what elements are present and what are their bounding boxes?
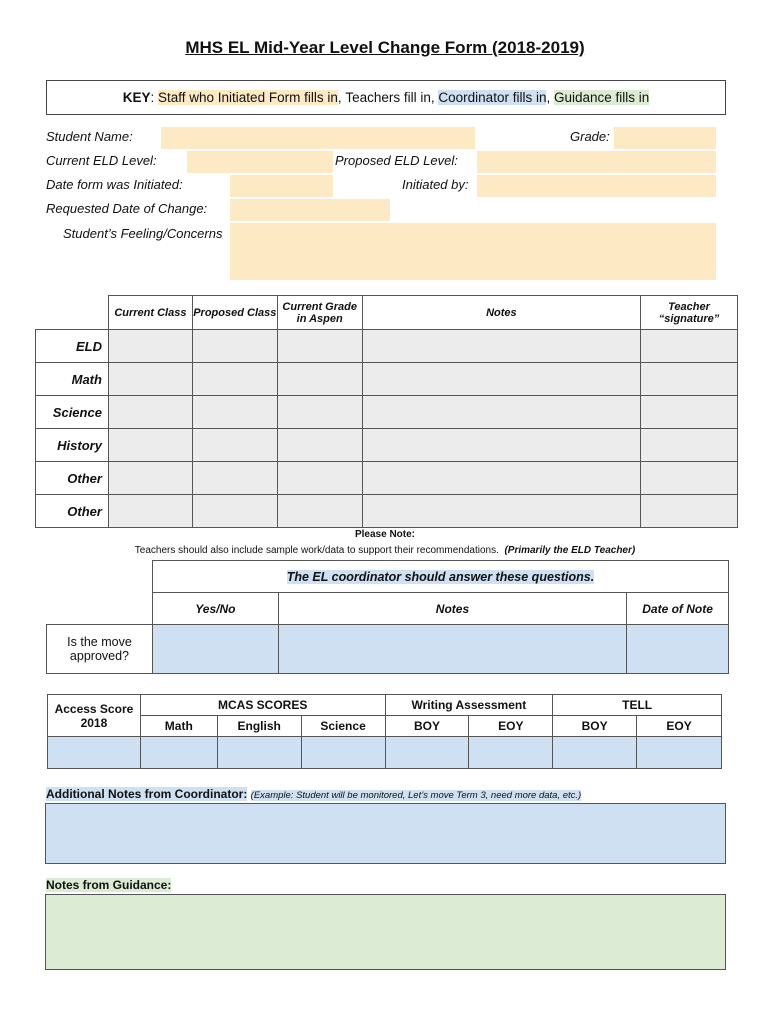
cell-input[interactable]	[277, 429, 362, 462]
date-initiated-label: Date form was Initiated:	[46, 177, 183, 192]
col-yes-no: Yes/No	[152, 593, 278, 625]
cell-input[interactable]	[362, 363, 640, 396]
requested-date-input[interactable]	[230, 199, 390, 221]
cell-input[interactable]	[641, 462, 738, 495]
additional-notes-label: Additional Notes from Coordinator:	[46, 787, 248, 801]
key-staff: Staff who Initiated Form fills in	[158, 90, 338, 105]
cell-input[interactable]	[362, 429, 640, 462]
table-row	[36, 363, 738, 396]
col-mcas-science: Science	[301, 716, 385, 737]
page-title: MHS EL Mid-Year Level Change Form (2018-2019)	[185, 38, 585, 57]
additional-notes-heading	[46, 787, 581, 801]
cell-input[interactable]	[641, 495, 738, 528]
score-input[interactable]	[385, 737, 469, 769]
move-approved-question: Is the move approved?	[47, 625, 153, 674]
feelings-input[interactable]	[230, 223, 716, 280]
current-eld-label: Current ELD Level:	[46, 153, 157, 168]
coordinator-table	[46, 560, 729, 674]
col-mcas-math: Math	[140, 716, 217, 737]
cell-input[interactable]	[192, 495, 277, 528]
table-row	[36, 429, 738, 462]
row-label-history: History	[36, 429, 109, 462]
score-input[interactable]	[553, 737, 637, 769]
row-label-eld: ELD	[36, 330, 109, 363]
empty-corner	[47, 561, 153, 593]
yes-no-input[interactable]	[152, 625, 278, 674]
cell-input[interactable]	[277, 462, 362, 495]
col-date-of-note: Date of Note	[627, 593, 729, 625]
current-eld-input[interactable]	[187, 151, 333, 173]
score-input[interactable]	[140, 737, 217, 769]
empty-corner	[47, 593, 153, 625]
mcas-header: MCAS SCORES	[140, 695, 385, 716]
please-note-heading: Please Note:	[354, 529, 416, 540]
coordinator-heading	[152, 561, 728, 593]
scores-table	[47, 694, 722, 769]
tell-header: TELL	[553, 695, 722, 716]
cell-input[interactable]	[362, 462, 640, 495]
coord-notes-input[interactable]	[278, 625, 626, 674]
key-guidance: Guidance fills in	[553, 90, 650, 105]
score-input[interactable]	[637, 737, 722, 769]
col-coord-notes: Notes	[278, 593, 626, 625]
col-writing-boy: BOY	[385, 716, 469, 737]
table-row	[36, 462, 738, 495]
feelings-label: Student’s Feeling/Concerns	[63, 226, 223, 241]
guidance-notes-heading	[46, 878, 171, 892]
cell-input[interactable]	[192, 396, 277, 429]
cell-input[interactable]	[192, 429, 277, 462]
please-note-body: Teachers should also include sample work/data to support their recommendations.	[134, 545, 499, 556]
additional-notes-input[interactable]	[45, 803, 726, 864]
access-score-header: Access Score 2018	[48, 695, 141, 737]
cell-input[interactable]	[277, 363, 362, 396]
cell-input[interactable]	[362, 396, 640, 429]
col-tell-boy: BOY	[553, 716, 637, 737]
score-input[interactable]	[217, 737, 301, 769]
requested-date-label: Requested Date of Change:	[46, 201, 208, 216]
writing-header: Writing Assessment	[385, 695, 553, 716]
col-notes: Notes	[362, 296, 640, 330]
guidance-notes-label: Notes from Guidance:	[46, 878, 172, 892]
cell-input[interactable]	[641, 363, 738, 396]
cell-input[interactable]	[362, 330, 640, 363]
table-row	[36, 396, 738, 429]
table-row	[36, 330, 738, 363]
empty-corner	[36, 296, 109, 330]
please-note-text	[0, 545, 770, 556]
col-proposed-class: Proposed Class	[192, 296, 277, 330]
row-label-science: Science	[36, 396, 109, 429]
cell-input[interactable]	[108, 330, 192, 363]
cell-input[interactable]	[277, 495, 362, 528]
key-coordinator: Coordinator fills in	[438, 90, 547, 105]
cell-input[interactable]	[641, 330, 738, 363]
col-teacher-signature: Teacher “signature”	[641, 296, 738, 330]
grade-input[interactable]	[614, 127, 716, 149]
proposed-eld-label: Proposed ELD Level:	[335, 153, 458, 168]
cell-input[interactable]	[108, 396, 192, 429]
date-of-note-input[interactable]	[627, 625, 729, 674]
proposed-eld-input[interactable]	[477, 151, 716, 173]
please-note-emphasis: (Primarily the ELD Teacher)	[504, 545, 636, 556]
col-tell-eoy: EOY	[637, 716, 722, 737]
class-table	[35, 295, 738, 528]
row-label-other-2: Other	[36, 495, 109, 528]
color-key: KEY: Staff who Initiated Form fills in , Teachers fill in , Coordinator fills in , Guidance fills in	[46, 80, 726, 115]
coordinator-heading-text: The EL coordinator should answer these questions.	[286, 569, 595, 584]
key-teachers: Teachers fill in	[345, 90, 431, 105]
grade-label: Grade:	[570, 129, 610, 144]
cell-input[interactable]	[277, 330, 362, 363]
cell-input[interactable]	[362, 495, 640, 528]
cell-input[interactable]	[277, 396, 362, 429]
cell-input[interactable]	[192, 330, 277, 363]
key-prefix: KEY:	[122, 90, 158, 105]
table-row	[36, 495, 738, 528]
additional-notes-example: (Example: Student will be monitored, Let’s move Term 3, need more data, etc.)	[250, 790, 582, 801]
cell-input[interactable]	[108, 462, 192, 495]
cell-input[interactable]	[641, 429, 738, 462]
initiated-by-input[interactable]	[477, 175, 716, 197]
initiated-by-label: Initiated by:	[402, 177, 469, 192]
row-label-other: Other	[36, 462, 109, 495]
cell-input[interactable]	[641, 396, 738, 429]
cell-input[interactable]	[192, 363, 277, 396]
guidance-notes-input[interactable]	[45, 894, 726, 970]
score-input[interactable]	[301, 737, 385, 769]
row-label-math: Math	[36, 363, 109, 396]
col-current-grade: Current Grade in Aspen	[277, 296, 362, 330]
student-name-label: Student Name:	[46, 129, 133, 144]
cell-input[interactable]	[192, 462, 277, 495]
student-name-input[interactable]	[161, 127, 475, 149]
cell-input[interactable]	[108, 363, 192, 396]
class-table-header-row	[36, 296, 738, 330]
cell-input[interactable]	[108, 495, 192, 528]
cell-input[interactable]	[108, 429, 192, 462]
score-input[interactable]	[469, 737, 553, 769]
score-input[interactable]	[48, 737, 141, 769]
col-current-class: Current Class	[108, 296, 192, 330]
col-writing-eoy: EOY	[469, 716, 553, 737]
col-mcas-english: English	[217, 716, 301, 737]
date-initiated-input[interactable]	[230, 175, 333, 197]
